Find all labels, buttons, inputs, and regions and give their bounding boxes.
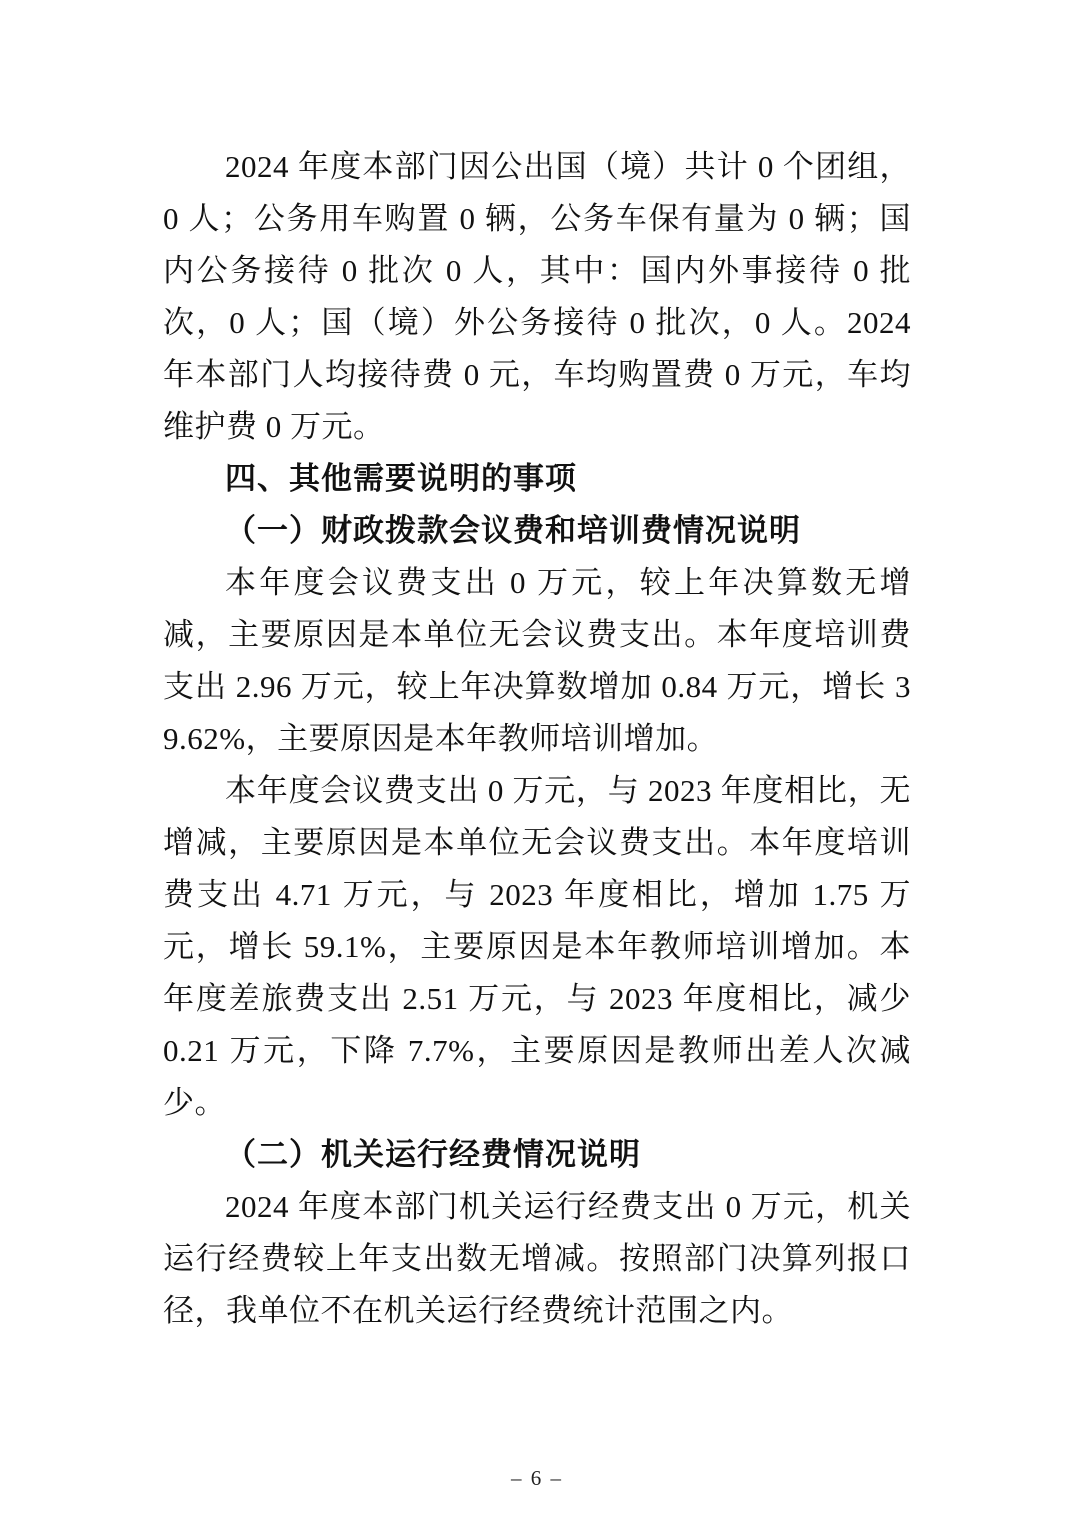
paragraph-operating-expenses-explanation: 2024 年度本部门机关运行经费支出 0 万元，机关运行经费较上年支出数无增减。按照部门决算列报口径，我单位不在机关运行经费统计范围之内。 (163, 1189, 911, 1328)
paragraph-three-public-funds-summary: 2024 年度本部门因公出国（境）共计 0 个团组，0 人；公务用车购置 0 辆，公务车保有量为 0 辆；国内公务接待 0 批次 0 人，其中：国内外事接待 0 批次，0 人；国（境）外公务接待 0 批次，0 人。2024 年本部门人均接待费 0 元，车均购置费 0 万元，车均维护费 0 万元。 (163, 149, 911, 444)
heading-section-four-other-matters: 四、其他需要说明的事项 (225, 461, 577, 496)
paragraph-meeting-training-fee-vs-final-accounts: 本年度会议费支出 0 万元，较上年决算数无增减，主要原因是本单位无会议费支出。本年度培训费支出 2.96 万元，较上年决算数增加 0.84 万元，增长 39.62%，主要原因是本年教师培训增加。 (163, 565, 911, 756)
paragraph-meeting-training-travel-fee-vs-2023: 本年度会议费支出 0 万元，与 2023 年度相比，无增减，主要原因是本单位无会议费支出。本年度培训费支出 4.71 万元，与 2023 年度相比，增加 1.75 万元，增长 59.1%，主要原因是本年教师培训增加。本年度差旅费支出 2.51 万元，与 2023 年度相比，减少 0.21 万元，下降 7.7%，主要原因是教师出差人次减少。 (163, 773, 911, 1120)
document-body (163, 141, 911, 1337)
heading-subsection-two-operating-expenses: （二）机关运行经费情况说明 (225, 1137, 641, 1172)
heading-subsection-one-meeting-training-fees: （一）财政拨款会议费和培训费情况说明 (225, 513, 801, 548)
page-number: – 6 – (511, 1466, 563, 1490)
